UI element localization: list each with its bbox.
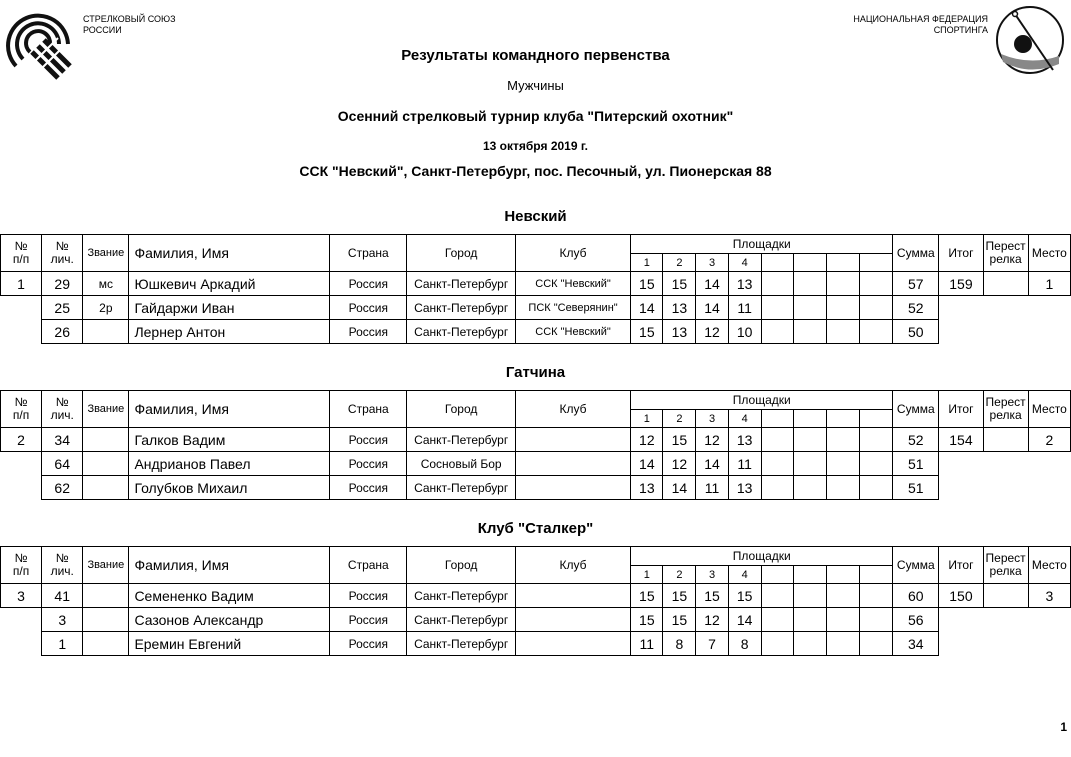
cell-score-empty (761, 272, 793, 296)
cell-score-2: 13 (663, 320, 696, 344)
cell-club (515, 428, 630, 452)
col-range-4: 4 (728, 254, 761, 272)
col-num-header: № п/п (1, 391, 42, 428)
cell-score-3: 15 (696, 584, 728, 608)
col-license-header: № лич. (42, 235, 83, 272)
cell-rank (83, 428, 129, 452)
cell-sum: 52 (893, 428, 939, 452)
col-range-2: 2 (663, 566, 696, 584)
cell-name: Семененко Вадим (129, 584, 330, 608)
cell-license: 26 (42, 320, 83, 344)
cell-shootoff (983, 584, 1028, 608)
cell-nb (939, 632, 983, 656)
team-results-table (0, 546, 1071, 656)
cell-rank (83, 476, 129, 500)
cell-city: Санкт-Петербург (407, 608, 515, 632)
cell-name: Гайдаржи Иван (129, 296, 330, 320)
cell-name: Галков Вадим (129, 428, 330, 452)
cell-score-1: 15 (631, 320, 663, 344)
col-ranges-header: Площадки (631, 235, 893, 254)
cell-nb (939, 608, 983, 632)
cell-pos: 2 (1, 428, 42, 452)
cell-nb (983, 632, 1028, 656)
col-range-1: 1 (631, 410, 663, 428)
cell-score-1: 15 (631, 608, 663, 632)
cell-score-3: 12 (696, 608, 728, 632)
cell-rank (83, 608, 129, 632)
cell-score-empty (860, 584, 893, 608)
cell-nb (1, 320, 42, 344)
cell-score-empty (826, 632, 859, 656)
col-city-header: Город (407, 235, 515, 272)
cell-score-4: 15 (728, 584, 761, 608)
col-sum-header: Сумма (893, 391, 939, 428)
cell-score-empty (793, 296, 826, 320)
team-results-table (0, 234, 1071, 344)
cell-score-3: 7 (696, 632, 728, 656)
cell-nb (1028, 608, 1070, 632)
cell-score-1: 15 (631, 272, 663, 296)
col-range-2: 2 (663, 254, 696, 272)
cell-license: 34 (42, 428, 83, 452)
cell-score-empty (826, 476, 859, 500)
cell-score-empty (761, 452, 793, 476)
cell-score-2: 8 (663, 632, 696, 656)
cell-place: 1 (1028, 272, 1070, 296)
cell-city: Санкт-Петербург (407, 476, 515, 500)
cell-license: 62 (42, 476, 83, 500)
col-club-header: Клуб (515, 391, 630, 428)
cell-nb (1, 296, 42, 320)
cell-country: Россия (330, 272, 407, 296)
cell-nb (1028, 320, 1070, 344)
col-num-header: № п/п (1, 547, 42, 584)
cell-score-1: 12 (631, 428, 663, 452)
cell-score-2: 15 (663, 272, 696, 296)
cell-club (515, 608, 630, 632)
team-name: Клуб "Сталкер" (477, 520, 594, 537)
cell-score-1: 13 (631, 476, 663, 500)
col-license-header: № лич. (42, 391, 83, 428)
cell-score-empty (793, 320, 826, 344)
col-city-header: Город (407, 547, 515, 584)
col-sum-header: Сумма (893, 547, 939, 584)
col-name-header: Фамилия, Имя (129, 391, 330, 428)
cell-score-empty (793, 272, 826, 296)
cell-score-empty (761, 584, 793, 608)
cell-score-empty (860, 428, 893, 452)
table-row (1, 272, 1071, 296)
cell-score-4: 13 (728, 428, 761, 452)
col-place-header: Место (1028, 391, 1070, 428)
cell-nb (983, 476, 1028, 500)
cell-country: Россия (330, 296, 407, 320)
cell-license: 3 (42, 608, 83, 632)
cell-score-3: 14 (696, 272, 728, 296)
table-row (1, 608, 1071, 632)
org-name-right: НАЦИОНАЛЬНАЯ ФЕДЕРАЦИЯ СПОРТИНГА (853, 14, 988, 35)
cell-score-4: 14 (728, 608, 761, 632)
shooting-union-logo-icon (6, 4, 76, 82)
cell-sum: 51 (893, 476, 939, 500)
col-range-3: 3 (696, 410, 728, 428)
cell-score-empty (826, 428, 859, 452)
cell-license: 29 (42, 272, 83, 296)
cell-country: Россия (330, 632, 407, 656)
cell-shootoff (983, 428, 1028, 452)
cell-score-3: 11 (696, 476, 728, 500)
col-name-header: Фамилия, Имя (129, 235, 330, 272)
cell-score-4: 13 (728, 476, 761, 500)
cell-rank (83, 452, 129, 476)
cell-nb (1, 452, 42, 476)
cell-license: 64 (42, 452, 83, 476)
cell-nb (939, 296, 983, 320)
cell-score-empty (793, 608, 826, 632)
cell-score-1: 14 (631, 296, 663, 320)
col-range-4: 4 (728, 410, 761, 428)
cell-score-empty (793, 452, 826, 476)
cell-club (515, 584, 630, 608)
page-title: Результаты командного первенства (401, 47, 670, 64)
cell-total: 150 (939, 584, 983, 608)
cell-score-empty (793, 584, 826, 608)
cell-nb (1028, 452, 1070, 476)
cell-score-empty (826, 272, 859, 296)
cell-nb (1028, 296, 1070, 320)
cell-score-empty (761, 608, 793, 632)
cell-score-empty (860, 320, 893, 344)
col-total-header: Итог (939, 391, 983, 428)
cell-score-empty (826, 320, 859, 344)
col-country-header: Страна (330, 391, 407, 428)
col-shootoff-header: Перест релка (983, 391, 1028, 428)
col-total-header: Итог (939, 235, 983, 272)
col-country-header: Страна (330, 235, 407, 272)
cell-score-1: 11 (631, 632, 663, 656)
cell-score-empty (761, 632, 793, 656)
event-date: 13 октября 2019 г. (483, 139, 588, 153)
col-shootoff-header: Перест релка (983, 235, 1028, 272)
col-range-1: 1 (631, 254, 663, 272)
col-range-4: 4 (728, 566, 761, 584)
cell-rank (83, 584, 129, 608)
cell-sum: 51 (893, 452, 939, 476)
cell-pos: 3 (1, 584, 42, 608)
cell-name: Юшкевич Аркадий (129, 272, 330, 296)
cell-score-empty (860, 272, 893, 296)
cell-score-4: 11 (728, 296, 761, 320)
cell-score-2: 13 (663, 296, 696, 320)
table-row (1, 476, 1071, 500)
org-name-left: СТРЕЛКОВЫЙ СОЮЗ РОССИИ (83, 14, 176, 35)
col-rank-header: Звание (83, 391, 129, 428)
col-range-2: 2 (663, 410, 696, 428)
cell-nb (1, 476, 42, 500)
cell-club (515, 476, 630, 500)
col-city-header: Город (407, 391, 515, 428)
table-row (1, 428, 1071, 452)
cell-total: 159 (939, 272, 983, 296)
cell-nb (1028, 632, 1070, 656)
cell-score-empty (860, 452, 893, 476)
cell-score-empty (826, 608, 859, 632)
cell-shootoff (983, 272, 1028, 296)
cell-license: 41 (42, 584, 83, 608)
cell-club: ССК "Невский" (515, 320, 630, 344)
team-results-table (0, 390, 1071, 500)
cell-rank: мс (83, 272, 129, 296)
col-license-header: № лич. (42, 547, 83, 584)
team-name: Невский (504, 208, 567, 225)
cell-rank (83, 632, 129, 656)
cell-total: 154 (939, 428, 983, 452)
col-place-header: Место (1028, 547, 1070, 584)
col-range-3: 3 (696, 566, 728, 584)
cell-country: Россия (330, 476, 407, 500)
cell-place: 3 (1028, 584, 1070, 608)
col-club-header: Клуб (515, 547, 630, 584)
cell-country: Россия (330, 452, 407, 476)
cell-name: Сазонов Александр (129, 608, 330, 632)
cell-score-2: 12 (663, 452, 696, 476)
cell-nb (1, 632, 42, 656)
cell-score-2: 15 (663, 584, 696, 608)
cell-city: Санкт-Петербург (407, 428, 515, 452)
cell-rank (83, 320, 129, 344)
cell-club: ССК "Невский" (515, 272, 630, 296)
col-place-header: Место (1028, 235, 1070, 272)
cell-rank: 2р (83, 296, 129, 320)
col-range-1: 1 (631, 566, 663, 584)
cell-score-empty (860, 608, 893, 632)
cell-city: Сосновый Бор (407, 452, 515, 476)
cell-score-1: 14 (631, 452, 663, 476)
col-shootoff-header: Перест релка (983, 547, 1028, 584)
cell-sum: 34 (893, 632, 939, 656)
cell-nb (939, 320, 983, 344)
cell-club: ПСК "Северянин" (515, 296, 630, 320)
cell-sum: 57 (893, 272, 939, 296)
cell-country: Россия (330, 320, 407, 344)
col-club-header: Клуб (515, 235, 630, 272)
table-row (1, 632, 1071, 656)
cell-sum: 52 (893, 296, 939, 320)
cell-nb (983, 320, 1028, 344)
cell-score-1: 15 (631, 584, 663, 608)
cell-nb (1, 608, 42, 632)
cell-score-empty (761, 428, 793, 452)
cell-score-3: 12 (696, 428, 728, 452)
event-name: Осенний стрелковый турнир клуба "Питерский охотник" (337, 108, 734, 124)
cell-club (515, 452, 630, 476)
cell-score-empty (793, 428, 826, 452)
cell-score-4: 13 (728, 272, 761, 296)
cell-place: 2 (1028, 428, 1070, 452)
cell-score-empty (793, 476, 826, 500)
cell-nb (939, 452, 983, 476)
cell-country: Россия (330, 584, 407, 608)
cell-nb (983, 296, 1028, 320)
sporting-federation-logo-icon (995, 4, 1065, 76)
team-name: Гатчина (505, 364, 566, 381)
cell-score-3: 14 (696, 452, 728, 476)
cell-score-empty (761, 320, 793, 344)
cell-score-4: 10 (728, 320, 761, 344)
cell-city: Санкт-Петербург (407, 320, 515, 344)
col-range-3: 3 (696, 254, 728, 272)
col-rank-header: Звание (83, 235, 129, 272)
table-row (1, 296, 1071, 320)
cell-score-4: 8 (728, 632, 761, 656)
cell-score-empty (826, 452, 859, 476)
cell-score-empty (826, 584, 859, 608)
cell-country: Россия (330, 608, 407, 632)
col-rank-header: Звание (83, 547, 129, 584)
table-row (1, 452, 1071, 476)
col-country-header: Страна (330, 547, 407, 584)
col-sum-header: Сумма (893, 235, 939, 272)
cell-name: Андрианов Павел (129, 452, 330, 476)
cell-nb (1028, 476, 1070, 500)
cell-score-3: 14 (696, 296, 728, 320)
event-venue: ССК "Невский", Санкт-Петербург, пос. Песочный, ул. Пионерская 88 (299, 163, 772, 179)
cell-nb (939, 476, 983, 500)
cell-score-empty (761, 476, 793, 500)
table-row (1, 320, 1071, 344)
page-subtitle: Мужчины (507, 78, 564, 93)
cell-score-empty (860, 632, 893, 656)
cell-score-empty (761, 296, 793, 320)
cell-nb (983, 452, 1028, 476)
cell-club (515, 632, 630, 656)
cell-city: Санкт-Петербург (407, 584, 515, 608)
cell-city: Санкт-Петербург (407, 272, 515, 296)
cell-nb (983, 608, 1028, 632)
col-num-header: № п/п (1, 235, 42, 272)
col-ranges-header: Площадки (631, 547, 893, 566)
cell-sum: 60 (893, 584, 939, 608)
cell-score-empty (860, 476, 893, 500)
cell-city: Санкт-Петербург (407, 632, 515, 656)
cell-city: Санкт-Петербург (407, 296, 515, 320)
cell-license: 1 (42, 632, 83, 656)
cell-name: Лернер Антон (129, 320, 330, 344)
cell-score-3: 12 (696, 320, 728, 344)
cell-score-4: 11 (728, 452, 761, 476)
cell-score-empty (793, 632, 826, 656)
cell-name: Голубков Михаил (129, 476, 330, 500)
table-row (1, 584, 1071, 608)
cell-pos: 1 (1, 272, 42, 296)
col-name-header: Фамилия, Имя (129, 547, 330, 584)
cell-score-2: 15 (663, 608, 696, 632)
cell-sum: 50 (893, 320, 939, 344)
cell-score-empty (826, 296, 859, 320)
page-number: 1 (1060, 720, 1067, 734)
cell-license: 25 (42, 296, 83, 320)
col-total-header: Итог (939, 547, 983, 584)
cell-score-empty (860, 296, 893, 320)
col-ranges-header: Площадки (631, 391, 893, 410)
cell-sum: 56 (893, 608, 939, 632)
cell-score-2: 15 (663, 428, 696, 452)
cell-score-2: 14 (663, 476, 696, 500)
cell-name: Еремин Евгений (129, 632, 330, 656)
cell-country: Россия (330, 428, 407, 452)
